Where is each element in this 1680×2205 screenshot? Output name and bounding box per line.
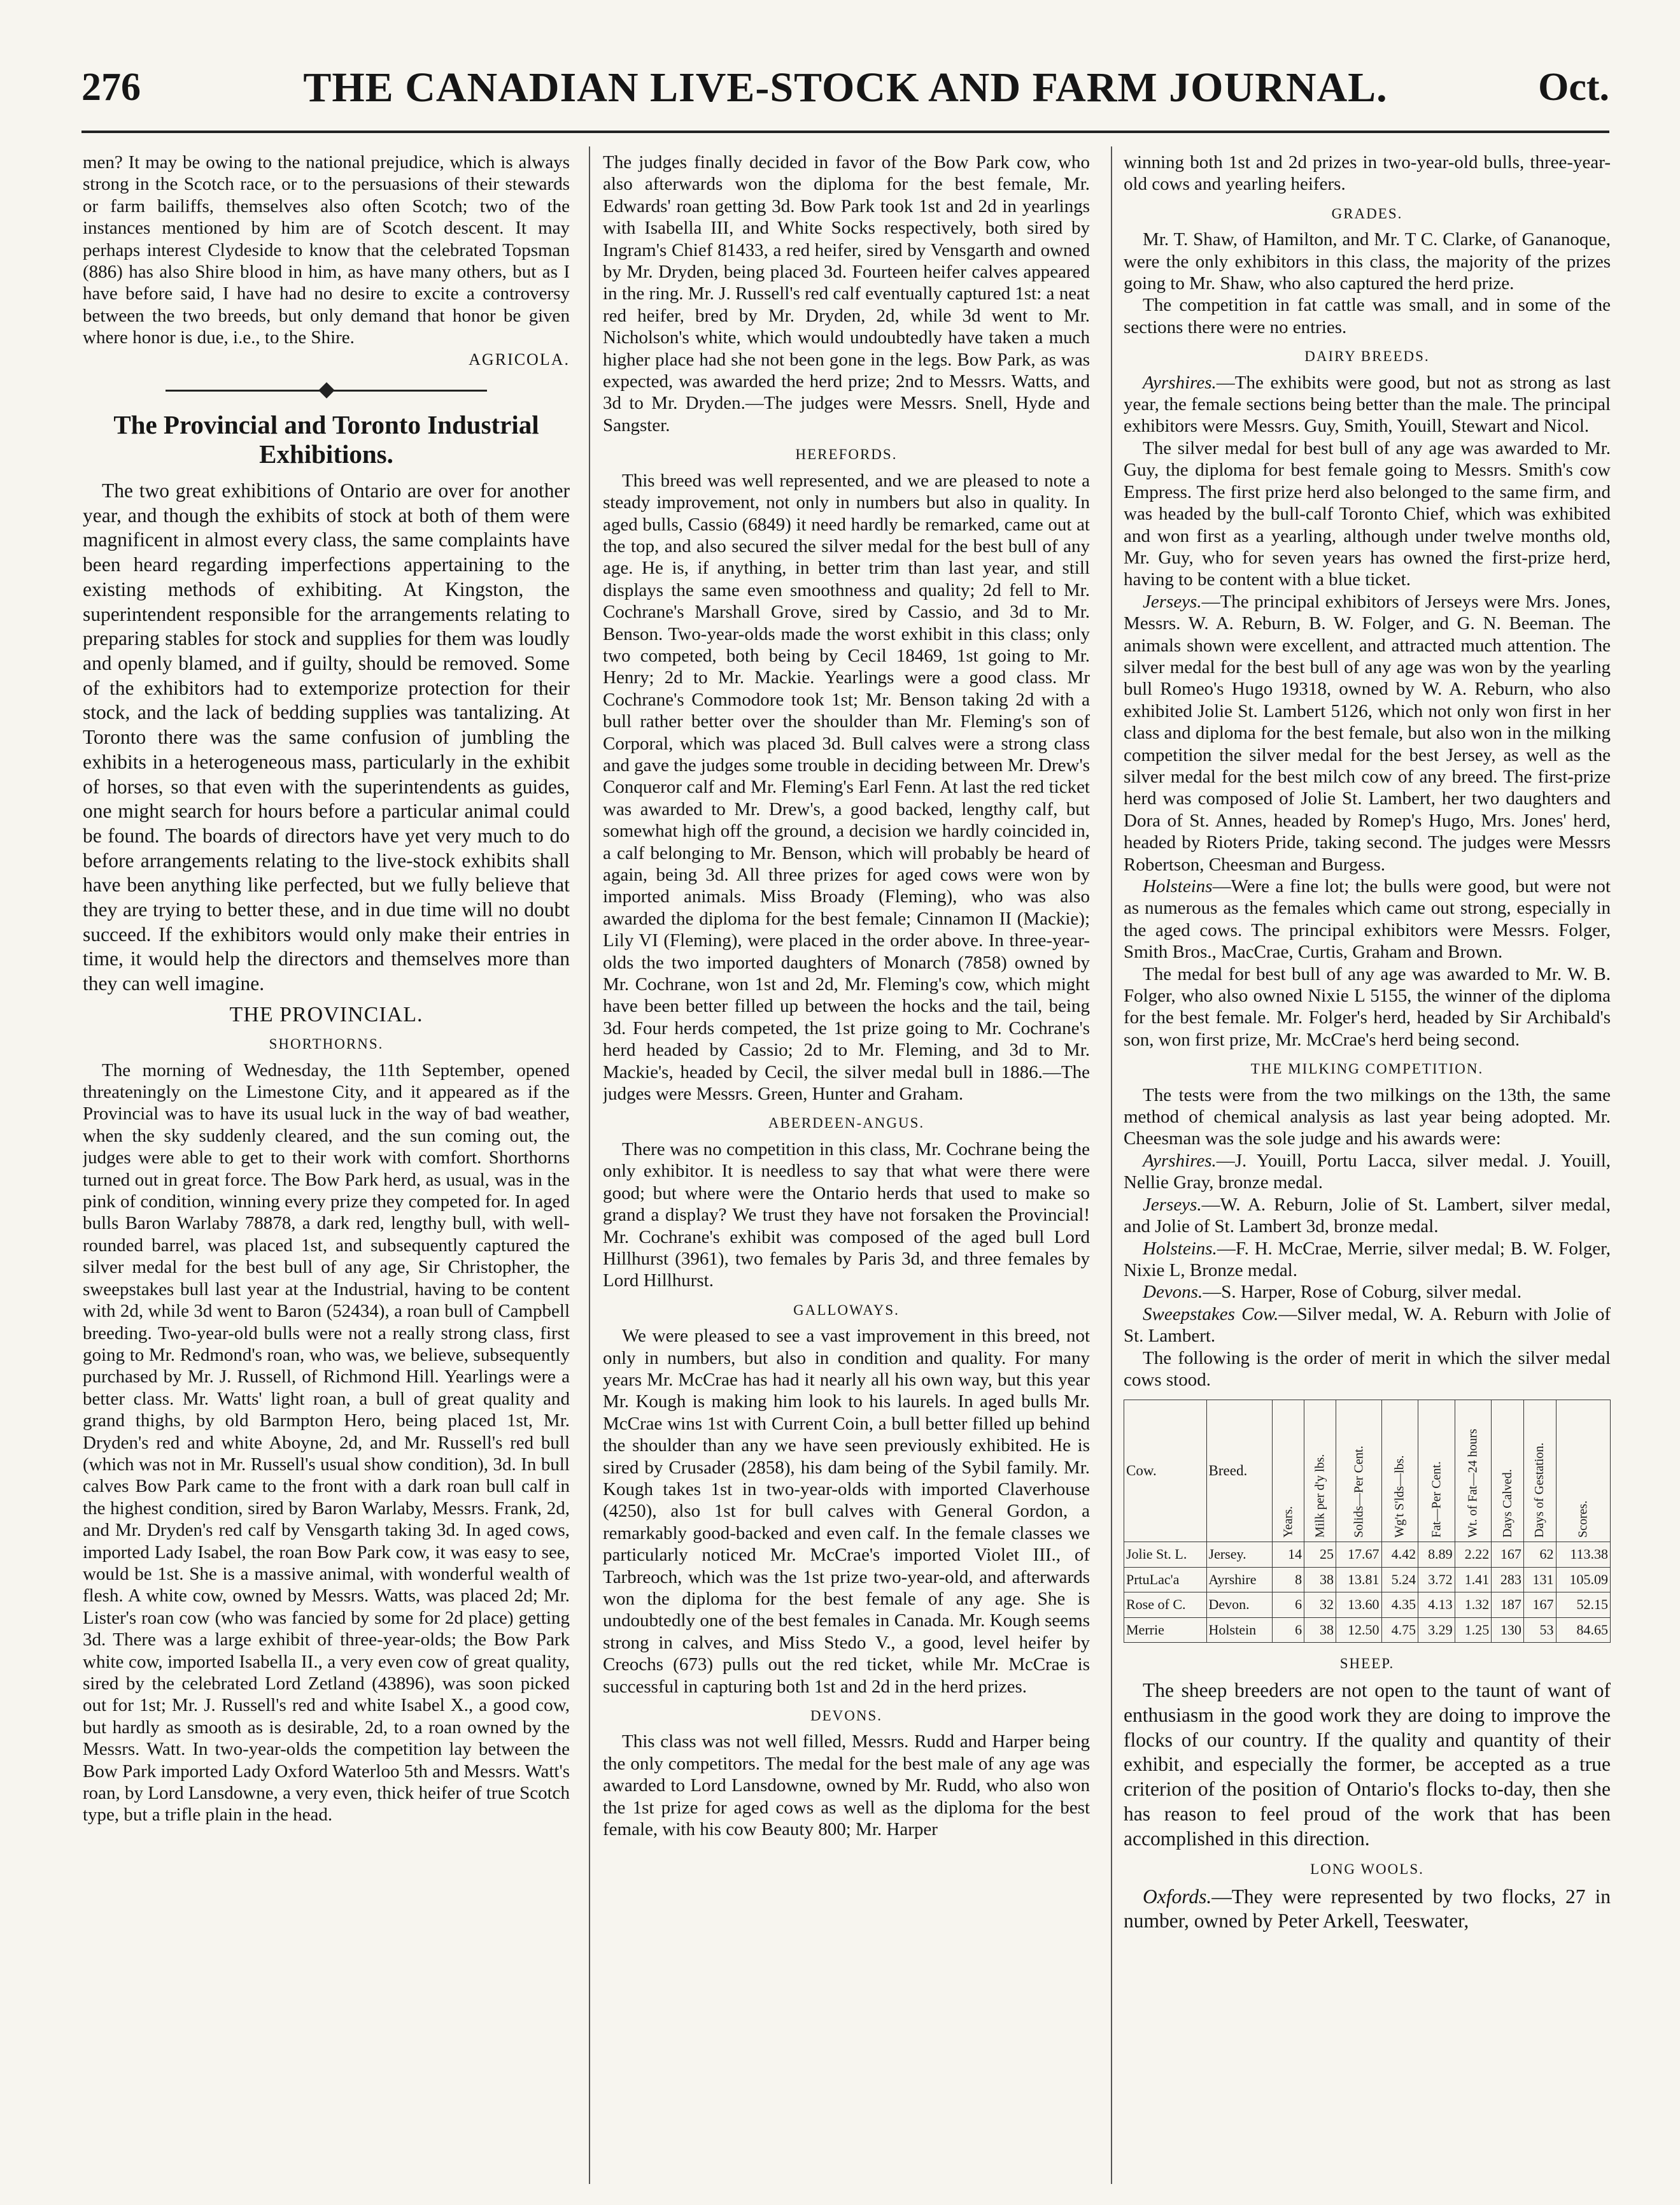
article-paragraph: We were pleased to see a vast improvement in this breed, not only in numbers, but also in condition and quality. For many years Mr. McCrae has had it nearly all his own way, but this year Mr. Kough is making him look to his laurels. In aged bulls Mr. McCrae wins 1st with Current Coin, a bull better filled up behind the shoulder than any we have seen previously exhibited. He is sired by Crusader (2858), his dam being of the Sybil family. Mr. Kough takes 1st in two-year-olds with imported Claverhouse (4250), also 1st for bull calves with General Gordon, a remarkably good-backed and even calf. In the female classes we particularly noticed Mr. McCrae's imported Violet III., of Tarbreoch, which was the 1st prize two-year-old, and afterwards won the diploma for the best female of any age. She is undoubtedly one of the best females in Canada. Mr. Kough seems strong in calves, and Miss Stedo V., a good, level heifer by Creochs (673) pulls out the red ticket, while Mr. McCrae is successful in capturing both 1st and 2d in the herd prizes. — [603, 1326, 1090, 1697]
column-2 — [603, 152, 1090, 2183]
table-cell: 131 — [1523, 1567, 1556, 1592]
table-cell: 25 — [1304, 1542, 1336, 1567]
article-paragraph: Mr. T. Shaw, of Hamilton, and Mr. T C. Clarke, of Gananoque, were the only exhibitors in this class, the majority of the prizes going to Mr. Shaw, who also captured the herd prize. — [1124, 229, 1611, 294]
table-header-row — [1124, 1400, 1611, 1542]
table-cell: 105.09 — [1556, 1567, 1611, 1592]
table-header-cell: Scores. — [1556, 1400, 1611, 1542]
table-cell: 12.50 — [1336, 1617, 1382, 1642]
table-cell: Holstein — [1206, 1617, 1273, 1642]
table-cell: 3.29 — [1418, 1617, 1455, 1642]
column-rule-1 — [589, 146, 590, 2184]
table-cell: 130 — [1492, 1617, 1524, 1642]
table-row — [1124, 1617, 1611, 1642]
table-cell: 8.89 — [1418, 1542, 1455, 1567]
article-paragraph: The morning of Wednesday, the 11th September, opened threateningly on the Limestone City, and it appeared as if the Provincial was to have its usual luck in the way of bad weather, when the sky suddenly cleared, and the sun coming out, the judges were able to get to their work with comfort. Shorthorns turned out in great force. The Bow Park herd, as usual, was in the pink of condition, winning every prize they competed for. In aged bulls Baron Warlaby 78878, a dark red, lengthy bull, with well-rounded barrel, was placed 1st, and subsequently captured the silver medal for the best bull of any age, Sir Christopher, the sweepstakes bull last year at the Industrial, having to be content with 2d, while 3d went to Baron (52434), a roan bull of Campbell breeding. Two-year-old bulls were not a really strong class, first going to Mr. Redmond's roan, who was, we believe, subsequently purchased by Mr. J. Russell, of Richmond Hill. Yearlings were a better class. Mr. Watts' light roan, a bull of great quality and grand thighs, by old Barmpton Hero, being placed 1st, Mr. Dryden's red and white Aboyne, 2d, and Mr. Russell's red bull (which was not in Mr. Russell's usual show condition), 3d. In bull calves Bow Park came to the front with a dark roan bull calf in the highest condition, sired by Baron Warlaby, Messrs. Frank, 2d, and Mr. Dryden's red calf by Vensgarth taking 3d. In aged cows, imported Lady Isabel, the roan Bow Park cow, it was easy to see, would be 1st. She is a massive animal, with wonderful wealth of flesh. A white cow, owned by Messrs. Watts, was placed 2d; Mr. Lister's roan cow (who was fancied by some for 2d place) getting 3d. There was a large exhibit of three-year-olds; the Bow Park white cow, imported Isabella II., a very even cow of great quality, sired by the celebrated Lord Zetland (43896), was soon picked out for 1st; Mr. J. Russell's red and white Isabel X., a good cow, but hardly as smooth as is desirable, 2d, to a roan owned by the Messrs. Watt. In two-year-olds the competition lay between the Bow Park imported Lady Oxford Waterloo 5th and Messrs. Watt's roan, by Lord Lansdowne, a very even, thick heifer of true Scotch type, but a trifle plain in the head. — [83, 1060, 570, 1826]
table-row — [1124, 1592, 1611, 1617]
table-cell: Jolie St. L. — [1124, 1542, 1207, 1567]
table-cell: 84.65 — [1556, 1617, 1611, 1642]
paragraph-text: —They were represented by two flocks, 27 in number, owned by Peter Arkell, Teeswater, — [1124, 1885, 1611, 1932]
table-cell: 4.13 — [1418, 1592, 1455, 1617]
article-paragraph — [1124, 591, 1611, 876]
breed-label: Holsteins — [1143, 876, 1213, 897]
table-cell: 167 — [1492, 1542, 1524, 1567]
article-paragraph: The following is the order of merit in which the silver medal cows stood. — [1124, 1347, 1611, 1390]
award-text: —J. Youill, Portu Lacca, silver medal. J. Youill, Nellie Gray, bronze medal. — [1124, 1150, 1611, 1193]
table-cell: 6 — [1273, 1617, 1304, 1642]
subheading-shorthorns: SHORTHORNS. — [269, 1036, 384, 1053]
award-text: —F. H. McCrae, Merrie, silver medal; B. W. Folger, Nixie L, Bronze medal. — [1124, 1238, 1611, 1280]
table-header-cell: Solids—Per Cent. — [1336, 1400, 1382, 1542]
section-heading-provincial: THE PROVINCIAL. — [229, 1002, 423, 1026]
table-cell: Merrie — [1124, 1617, 1207, 1642]
table-cell: 187 — [1492, 1592, 1524, 1617]
table-cell: 283 — [1492, 1567, 1524, 1592]
journal-title: THE CANADIAN LIVE-STOCK AND FARM JOURNAL. — [303, 64, 1388, 111]
table-cell: Devon. — [1206, 1592, 1273, 1617]
award-entry — [1124, 1281, 1611, 1303]
article-paragraph: This breed was well represented, and we are pleased to note a steady improvement, not only in numbers but also in quality. In aged bulls, Cassio (6849) it need hardly be remarked, came out at the top, and also secured the silver medal for the best bull of any age. He is, if anything, in better trim than last year, and still displays the same even smoothness and quality; 2d fell to Mr. Cochrane's Marshall Grove, sired by Cassio, and 3d to Mr. Benson. Two-year-olds made the worst exhibit in this class; only two competed, both being by Cecil 18469, 1st going to Mr. Henry; 2d to Mr. Mackie. Yearlings were a good class. Mr Cochrane's Commodore took 1st; Mr. Benson taking 2d with a bull rather better over the shoulder than Mr. Fleming's son of Corporal, which was placed 3d. Bull calves were a strong class and gave the judges some trouble in deciding between Mr. Drew's Conqueror calf and Mr. Fleming's Earl Fenn. At last the red ticket was awarded to Mr. Drew's, a good backed, lengthy calf, but somewhat high off the ground, a decision we hardly coincided in, a calf belonging to Mr. Benson, which will probably be heard of again, being 3d. All three prizes for aged cows were won by imported animals. Miss Broady (Fleming), who was also awarded the diploma for the best female; Cinnamon II (Mackie); Lily VI (Fleming), were placed in the order above. In three-year-olds the two imported daughters of Monarch (7858) owned by Mr. Cochrane, won 1st and 2d, Mr. Fleming's cow, which might have been better filled up between the hocks and the tail, being 3d. Four herds competed, the 1st prize going to Mr. Cochrane's herd headed by Cassio; 2d to Mr. Fleming, and 3d to Mr. Mackie's, headed by Cecil, the silver medal bull in 1886.—The judges were Messrs. Green, Hunter and Graham. — [603, 470, 1090, 1105]
breed-label: Jerseys. — [1143, 1194, 1202, 1215]
subheading-herefords: HEREFORDS. — [795, 446, 898, 463]
table-cell: 32 — [1304, 1592, 1336, 1617]
article-paragraph: The judges finally decided in favor of the Bow Park cow, who also afterwards won the diploma for the best female, Mr. Edwards' roan getting 3d. Bow Park took 1st and 2d in yearlings with Isabella III, and White Socks respectively, both sired by Ingram's Chief 81433, a red heifer, sired by Vensgarth and owned by Mr. Dryden, being placed 3d. Fourteen heifer calves appeared in the ring. Mr. J. Russell's red calf eventually captured 1st: a neat red heifer, bred by Mr. Dryden, 2d, while 3d went to Mr. Nicholson's white, which would undoubtedly have taken a much higher place had she not been gone in the legs. Bow Park, as was expected, was awarded the herd prize; 2nd to Messrs. Watts, and 3d to Mr. Dryden.—The judges were Messrs. Snell, Hyde and Sangster. — [603, 152, 1090, 436]
award-entry — [1124, 1303, 1611, 1347]
table-cell: 38 — [1304, 1617, 1336, 1642]
table-header-cell: Cow. — [1124, 1400, 1207, 1542]
table-header-cell: Fat—Per Cent. — [1418, 1400, 1455, 1542]
column-3 — [1124, 152, 1611, 2183]
section-divider — [83, 379, 570, 402]
table-cell: 53 — [1523, 1617, 1556, 1642]
table-cell: 2.22 — [1455, 1542, 1492, 1567]
table-cell: Rose of C. — [1124, 1592, 1207, 1617]
table-cell: 6 — [1273, 1592, 1304, 1617]
paragraph-text: —Were a fine lot; the bulls were good, but were not as numerous as the females which came out strong, especially in the aged cows. The principal exhibitors were Messrs. Folger, Smith Bros., MacCrae, Curtis, Graham and Brown. — [1124, 876, 1611, 963]
subheading-sheep: SHEEP. — [1339, 1655, 1395, 1671]
award-entry — [1124, 1150, 1611, 1194]
article-paragraph: winning both 1st and 2d prizes in two-year-old bulls, three-year-old cows and yearling heifers. — [1124, 152, 1611, 195]
article-paragraph: The tests were from the two milkings on the 13th, the same method of chemical analysis as last year being adopted. Mr. Cheesman was the sole judge and his awards were: — [1124, 1084, 1611, 1149]
column-1 — [83, 152, 570, 2183]
table-cell: 167 — [1523, 1592, 1556, 1617]
article-paragraph: The two great exhibitions of Ontario are over for another year, and though the exhibits of stock at both of them were magnificent in almost every class, the same complaints have been heard regarding imperfections appertaining to the existing methods of exhibiting. At Kingston, the superintendent responsible for the arrangements relating to preparing stables for stock and supplies for them was loudly and openly blamed, and if guilty, should be removed. Some of the exhibitors had to extemporize protection for their stock, and the lack of bedding supplies was tantalizing. At Toronto there was the same confusion of jumbling the exhibits in a heterogeneous mass, particularly in the exhibit of horses, so that even with the superintendents as guides, one might search for hours before a particular animal could be found. The boards of directors have yet very much to do before arrangements relating to the live-stock exhibits shall have been anything like perfected, but we fully believe that they are trying to better these, and in due time will no doubt succeed. If the exhibitors would only make their entries in time, it would help the directors and themselves more than they can well imagine. — [83, 479, 570, 995]
table-cell: 38 — [1304, 1567, 1336, 1592]
table-header-cell: Days Calved. — [1492, 1400, 1524, 1542]
subheading-galloways: GALLOWAYS. — [793, 1301, 900, 1318]
article-paragraph: This class was not well filled, Messrs. Rudd and Harper being the only competitors. The medal for the best male of any age was awarded to Lord Lansdowne, owned by Mr. Rudd, who also won the 1st prize for aged cows as well as the diploma for the best female, with his cow Beauty 800; Mr. Harper — [603, 1731, 1090, 1840]
award-text: —Silver medal, W. A. Reburn with Jolie of St. Lambert. — [1124, 1303, 1611, 1347]
breed-label: Sweepstakes Cow. — [1143, 1303, 1279, 1324]
issue-month: Oct. — [1538, 66, 1609, 109]
table-cell: 113.38 — [1556, 1542, 1611, 1567]
article-title: The Provincial and Toronto Industrial Exhibitions. — [113, 410, 539, 469]
page-header — [81, 59, 1609, 129]
silver-medal-cows-table — [1124, 1400, 1611, 1643]
breed-label: Ayrshires. — [1143, 1150, 1217, 1171]
article-paragraph — [1124, 876, 1611, 963]
divider-ornament — [318, 382, 334, 398]
article-paragraph: The sheep breeders are not open to the taunt of want of enthusiasm in the good work they are doing to improve the flocks of our country. If the quality and quantity of their exhibit, and especially the former, be accepted as a true criterion of the position of Ontario's flocks to-day, then she has reason to feel proud of the work that has been accomplished in this direction. — [1124, 1679, 1611, 1850]
table-cell: 13.60 — [1336, 1592, 1382, 1617]
table-cell: PrtuLac'a — [1124, 1567, 1207, 1592]
table-cell: 5.24 — [1381, 1567, 1418, 1592]
award-entry — [1124, 1194, 1611, 1238]
column-rule-2 — [1111, 146, 1112, 2184]
table-header-cell: Wg't S'lds—lbs. — [1381, 1400, 1418, 1542]
subheading-grades: GRADES. — [1331, 205, 1403, 222]
table-cell: 17.67 — [1336, 1542, 1382, 1567]
subheading-milking-competition: THE MILKING COMPETITION. — [1250, 1061, 1484, 1077]
table-cell: Ayrshire — [1206, 1567, 1273, 1592]
subheading-aberdeen-angus: ABERDEEN-ANGUS. — [768, 1115, 925, 1131]
subheading-long-wools: LONG WOOLS. — [1310, 1861, 1424, 1878]
paragraph-text: —The exhibits were good, but not as strong as last year, the female sections being better than the male. The principal exhibitors were Messrs. Guy, Smith, Youill, Stewart and Nicol. — [1124, 372, 1611, 437]
paragraph-text: —The principal exhibitors of Jerseys were Mrs. Jones, Messrs. W. A. Reburn, B. W. Folger, and G. N. Beeman. The animals shown were excellent, and attracted much attention. The silver medal for the best bull of any age was won by the yearling bull Romeo's Hugo 19318, owned by W. A. Reburn, who also exhibited Jolie St. Lambert 5126, which not only won first in her class and diploma for the best female, but also won in the milking competition the silver medal for the best Jersey, as well as the silver medal for the best milch cow of any breed. The first-prize herd was composed of Jolie St. Lambert, her two daughters and Dora of St. Annes, headed by Romep's Hugo, Mrs. Jones' herd, headed by Rioters Pride, taking second. The judges were Messrs Robertson, Cheesman and Burgess. — [1124, 591, 1611, 875]
award-entry — [1124, 1238, 1611, 1282]
article-paragraph: There was no competition in this class, Mr. Cochrane being the only exhibitor. It is needless to say that what were there were good; but where were the Ontario herds that used to make so grand a display? We trust they have not forsaken the Provincial! Mr. Cochrane's exhibit was composed of the aged bull Lord Hillhurst (3961), two females by Paris 3d, and three females by Lord Hillhurst. — [603, 1138, 1090, 1291]
article-paragraph — [1124, 372, 1611, 437]
table-cell: 1.41 — [1455, 1567, 1492, 1592]
page-number: 276 — [81, 66, 141, 109]
table-cell: 1.25 — [1455, 1617, 1492, 1642]
article-paragraph: The medal for best bull of any age was awarded to Mr. W. B. Folger, who also owned Nixie L 5155, the winner of the diploma for the best female. Mr. Folger's herd, headed by Sir Archibald's son, won first prize, Mr. McCrae's herd being second. — [1124, 963, 1611, 1050]
breed-label: Holsteins. — [1143, 1238, 1217, 1259]
table-row — [1124, 1567, 1611, 1592]
subheading-dairy-breeds: DAIRY BREEDS. — [1304, 348, 1430, 365]
table-cell: 1.32 — [1455, 1592, 1492, 1617]
table-header-cell: Years. — [1273, 1400, 1304, 1542]
table-cell: 4.42 — [1381, 1542, 1418, 1567]
award-text: —S. Harper, Rose of Coburg, silver medal. — [1203, 1282, 1522, 1303]
table-cell: 52.15 — [1556, 1592, 1611, 1617]
article-paragraph: The competition in fat cattle was small, and in some of the sections there were no entries. — [1124, 295, 1611, 337]
table-cell: 3.72 — [1418, 1567, 1455, 1592]
table-cell: Jersey. — [1206, 1542, 1273, 1567]
award-text: —W. A. Reburn, Jolie of St. Lambert, silver medal, and Jolie of St. Lambert 3d, bronze medal. — [1124, 1194, 1611, 1237]
breed-label: Jerseys. — [1143, 591, 1202, 612]
table-header-cell: Wt. of Fat—24 hours — [1455, 1400, 1492, 1542]
letter-conclusion: men? It may be owing to the national prejudice, which is always strong in the Scotch race, or to the persuasions of their stewards or farm bailiffs, themselves also often Scotch; two of the instances mentioned by him are of Scotch descent. It may perhaps interest Clydeside to know that the celebrated Topsman (886) has also Shire blood in him, as have many others, but as I have before said, I have had no desire to excite a controversy between the two breeds, but only demand that honor be given where honor is due, i.e., to the Shire. — [83, 152, 570, 348]
breed-label: Ayrshires. — [1143, 372, 1217, 393]
table-cell: 13.81 — [1336, 1567, 1382, 1592]
table-header-cell: Breed. — [1206, 1400, 1273, 1542]
table-cell: 14 — [1273, 1542, 1304, 1567]
table-header-cell: Days of Gestation. — [1523, 1400, 1556, 1542]
table-cell: 4.35 — [1381, 1592, 1418, 1617]
table-row — [1124, 1542, 1611, 1567]
article-paragraph: The silver medal for best bull of any age was awarded to Mr. Guy, the diploma for best female going to Messrs. Smith's cow Empress. The first prize herd also belonged to the same firm, and was headed by the bull-calf Toronto Chief, which was exhibited and won first as a yearling, although under twelve months old, Mr. Guy, who for seven years has owned the first-prize herd, having to be content with a blue ticket. — [1124, 437, 1611, 590]
table-header-cell: Milk per d'y lbs. — [1304, 1400, 1336, 1542]
breed-label: Devons. — [1143, 1282, 1203, 1303]
breed-label: Oxfords. — [1143, 1885, 1212, 1908]
table-cell: 62 — [1523, 1542, 1556, 1567]
header-rule — [81, 131, 1609, 133]
table-cell: 8 — [1273, 1567, 1304, 1592]
article-paragraph — [1124, 1885, 1611, 1934]
subheading-devons: DEVONS. — [810, 1708, 883, 1724]
letter-signature: AGRICOLA. — [469, 350, 570, 369]
table-cell: 4.75 — [1381, 1617, 1418, 1642]
